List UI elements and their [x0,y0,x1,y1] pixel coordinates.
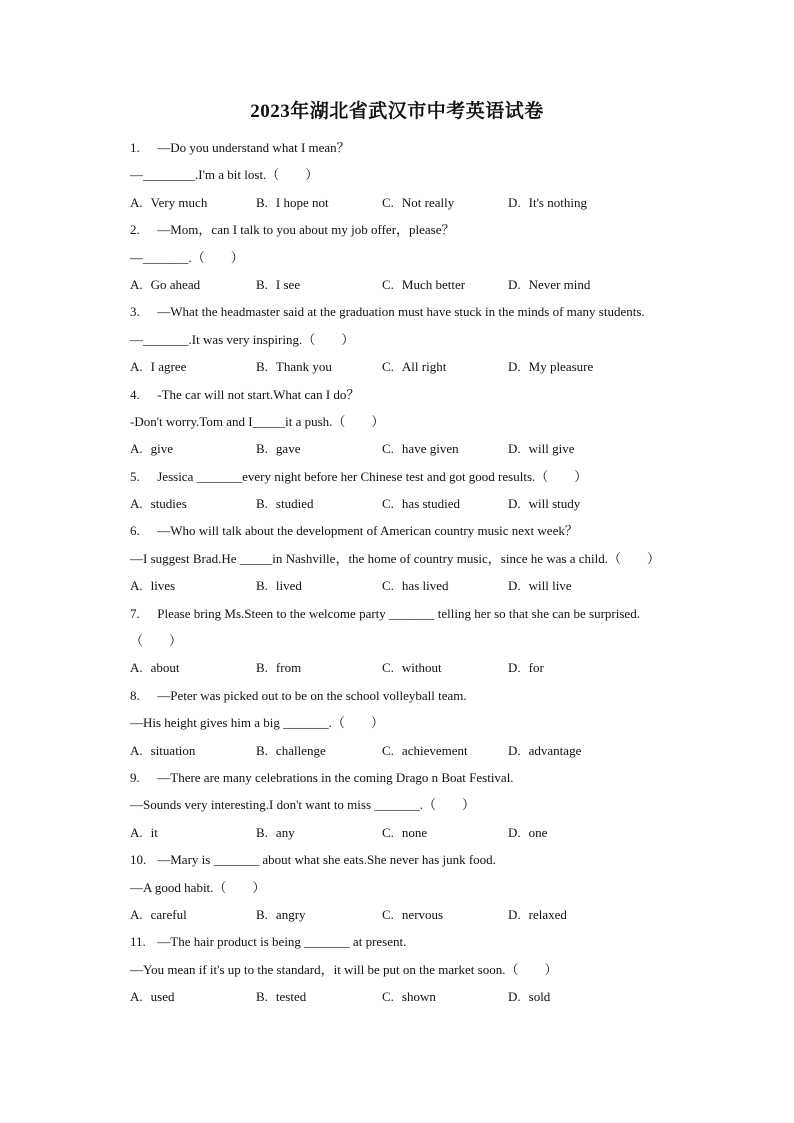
question-number: 5. [130,468,140,484]
option-letter: B. [256,276,268,292]
option-letter: C. [382,660,394,676]
option-text: advantage [528,742,582,758]
option-letter: A. [130,906,143,922]
option-text: Very much [150,194,208,210]
question-line [130,791,710,818]
option-text: All right [401,359,447,375]
question-stem [130,381,710,408]
option-letter: B. [256,496,268,512]
question-list [130,134,710,1011]
option-letter: D. [508,906,521,922]
option-text: Go ahead [150,276,201,292]
option-letter: B. [256,906,268,922]
options-row [130,983,710,1010]
option-a[interactable] [130,654,180,681]
option-letter: A. [130,989,143,1005]
options-row [130,435,710,462]
question-4 [130,381,710,463]
question-text: —Peter was picked out to be on the school volleyball team. [157,687,467,703]
option-letter: C. [382,906,394,922]
options-row [130,654,710,681]
question-text: —What the headmaster said at the graduation must have stuck in the minds of many students. [157,304,645,320]
option-letter: B. [256,194,268,210]
option-text: will give [528,441,575,457]
option-c[interactable] [382,901,443,928]
option-letter: A. [130,359,143,375]
question-line [130,244,710,271]
question-text: Jessica _______every night before her Chinese test and got good results.（ ） [157,468,588,484]
option-text: relaxed [528,906,567,922]
option-text: none [401,824,428,840]
option-letter: C. [382,194,394,210]
question-text: —I suggest Brad.He _____in Nashville，the home of country music，since he was a child.（ ） [130,550,661,566]
option-letter: A. [130,578,143,594]
question-text: —Sounds very interesting.I don't want to miss _______.（ ） [130,797,476,813]
option-letter: D. [508,989,521,1005]
options-row [130,737,710,764]
option-letter: B. [256,742,268,758]
question-line [130,956,710,983]
question-text: —Who will talk about the development of American country music next week？ [157,523,578,539]
option-b[interactable] [256,353,332,380]
option-letter: D. [508,824,521,840]
option-text: studied [275,496,314,512]
option-letter: B. [256,989,268,1005]
options-row [130,572,710,599]
option-text: one [528,824,548,840]
question-text: —The hair product is being _______ at present. [157,934,407,950]
option-text: I hope not [275,194,329,210]
question-number: 6. [130,523,140,539]
option-text: gave [275,441,301,457]
option-text: from [275,660,302,676]
question-stem [130,463,710,490]
option-c[interactable] [382,983,436,1010]
question-text: —There are many celebrations in the coming Drago n Boat Festival. [157,769,514,785]
question-text: —Mom，can I talk to you about my job offer，please？ [157,222,455,238]
option-letter: C. [382,989,394,1005]
option-c[interactable] [382,572,449,599]
option-letter: D. [508,441,521,457]
question-number: 7. [130,605,140,621]
option-c[interactable] [382,353,446,380]
option-a[interactable] [130,901,187,928]
option-letter: A. [130,194,143,210]
option-b[interactable] [256,572,302,599]
question-text: —You mean if it's up to the standard，it will be put on the market soon.（ ） [130,961,558,977]
option-b[interactable] [256,490,313,517]
option-c[interactable] [382,189,454,216]
option-text: lived [275,578,302,594]
option-a[interactable] [130,435,173,462]
option-b[interactable] [256,983,306,1010]
option-c[interactable] [382,654,442,681]
option-text: studies [150,496,187,512]
option-letter: A. [130,276,143,292]
question-number: 3. [130,304,140,320]
option-letter: C. [382,578,394,594]
option-d[interactable] [508,572,572,599]
question-text: —A good habit.（ ） [130,879,266,895]
option-text: sold [528,989,551,1005]
option-letter: D. [508,276,521,292]
option-letter: A. [130,496,143,512]
question-5 [130,463,710,518]
question-stem [130,846,710,873]
option-letter: C. [382,496,394,512]
option-b[interactable] [256,435,300,462]
options-row [130,189,710,216]
question-3 [130,298,710,380]
question-number: 11. [130,934,146,950]
option-a[interactable] [130,819,158,846]
option-d[interactable] [508,901,567,928]
option-letter: D. [508,194,521,210]
question-line [130,627,710,654]
question-text: —_______.It was very inspiring.（ ） [130,331,355,347]
options-row [130,490,710,517]
option-letter: B. [256,660,268,676]
question-text: —Do you understand what I mean？ [157,140,350,155]
option-text: give [150,441,174,457]
question-line [130,545,710,572]
question-line [130,874,710,901]
option-b[interactable] [256,271,300,298]
option-b[interactable] [256,819,295,846]
option-text: angry [275,906,306,922]
option-a[interactable] [130,271,200,298]
question-line [130,408,710,435]
option-a[interactable] [130,189,207,216]
question-text: -Don't worry.Tom and I_____it a push.（ ） [130,413,385,429]
question-number: 10. [130,852,147,868]
question-stem [130,764,710,791]
option-letter: B. [256,578,268,594]
option-d[interactable] [508,490,580,517]
option-letter: D. [508,742,521,758]
question-8 [130,682,710,764]
option-text: lives [150,578,176,594]
option-text: have given [401,441,459,457]
option-a[interactable] [130,572,175,599]
option-c[interactable] [382,819,427,846]
option-text: careful [150,906,187,922]
option-text: Thank you [275,359,332,375]
option-letter: D. [508,496,521,512]
question-1 [130,134,710,216]
option-text: for [528,660,544,676]
question-stem [130,928,710,955]
question-11 [130,928,710,1010]
question-line [130,326,710,353]
option-text: It's nothing [528,194,587,210]
option-b[interactable] [256,901,306,928]
question-number: 4. [130,386,140,402]
option-letter: A. [130,742,143,758]
option-letter: C. [382,824,394,840]
question-6 [130,517,710,599]
question-stem [130,517,710,544]
option-text: shown [401,989,436,1005]
option-letter: A. [130,441,143,457]
options-row [130,353,710,380]
question-9 [130,764,710,846]
options-row [130,901,710,928]
option-text: I agree [150,359,187,375]
option-text: I see [275,276,301,292]
option-text: Never mind [528,276,591,292]
option-text: achievement [401,742,468,758]
question-text: —_______.（ ） [130,249,244,265]
option-letter: C. [382,742,394,758]
option-text: used [150,989,175,1005]
option-c[interactable] [382,435,459,462]
option-text: without [401,660,442,676]
option-c[interactable] [382,737,468,764]
option-a[interactable] [130,353,186,380]
option-a[interactable] [130,737,195,764]
option-text: it [150,824,158,840]
options-row [130,271,710,298]
option-d[interactable] [508,189,587,216]
option-text: Not really [401,194,455,210]
question-7 [130,600,710,682]
option-d[interactable] [508,983,550,1010]
question-10 [130,846,710,928]
option-letter: A. [130,660,143,676]
option-letter: B. [256,824,268,840]
question-number: 8. [130,687,140,703]
option-letter: D. [508,660,521,676]
question-text: —His height gives him a big _______.（ ） [130,715,384,731]
option-b[interactable] [256,654,301,681]
question-stem [130,600,710,627]
question-2 [130,216,710,298]
option-letter: C. [382,359,394,375]
option-text: will live [528,578,572,594]
question-text: -The car will not start.What can I do？ [157,386,360,402]
option-c[interactable] [382,490,460,517]
question-text: （ ） [130,633,183,649]
question-number: 1. [130,140,140,155]
option-letter: C. [382,441,394,457]
question-text: —Mary is _______ about what she eats.She never has junk food. [157,852,496,868]
option-text: situation [150,742,196,758]
option-text: Much better [401,276,466,292]
option-letter: D. [508,359,521,375]
question-number: 9. [130,769,140,785]
option-d[interactable] [508,737,581,764]
option-text: challenge [275,742,326,758]
question-stem [130,216,710,243]
question-number: 2. [130,222,140,238]
options-row [130,819,710,846]
option-text: tested [275,989,307,1005]
option-b[interactable] [256,737,326,764]
option-d[interactable] [508,271,590,298]
page-title: 2023年湖北省武汉市中考英语试卷 [250,101,544,122]
question-stem [130,134,710,161]
option-text: has studied [401,496,461,512]
question-stem [130,298,710,325]
option-a[interactable] [130,490,187,517]
option-letter: B. [256,441,268,457]
question-line [130,161,710,188]
option-d[interactable] [508,819,547,846]
option-text: any [275,824,295,840]
option-text: has lived [401,578,449,594]
option-b[interactable] [256,189,329,216]
option-text: My pleasure [528,359,594,375]
option-text: nervous [401,906,444,922]
option-letter: D. [508,578,521,594]
option-d[interactable] [508,435,575,462]
question-line [130,709,710,736]
option-d[interactable] [508,654,544,681]
question-text: Please bring Ms.Steen to the welcome party _______ telling her so that she can be surprised. [157,605,640,621]
option-c[interactable] [382,271,465,298]
option-text: will study [528,496,581,512]
option-letter: C. [382,276,394,292]
option-a[interactable] [130,983,174,1010]
question-stem [130,682,710,709]
question-text: —________.I'm a bit lost.（ ） [130,167,319,183]
option-d[interactable] [508,353,593,380]
option-letter: B. [256,359,268,375]
option-letter: A. [130,824,143,840]
option-text: about [150,660,180,676]
